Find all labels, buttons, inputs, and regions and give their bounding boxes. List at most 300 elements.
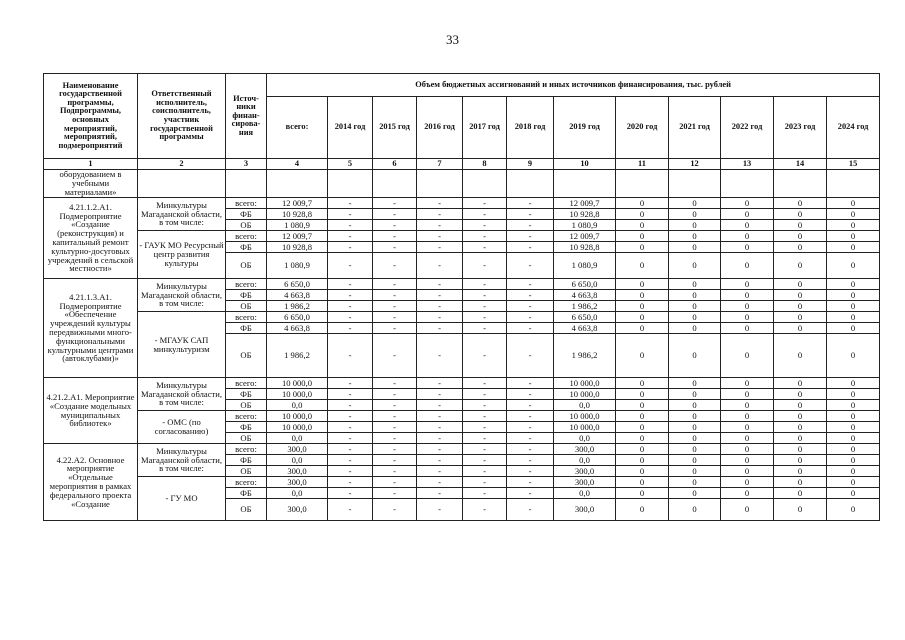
header-year: 2020 год	[616, 97, 669, 159]
year-value-cell: 0	[827, 198, 880, 209]
year-value-cell: 0	[721, 209, 774, 220]
table-row	[44, 411, 880, 422]
executor-cell: - МГАУК САП минкультуризм	[138, 312, 226, 378]
source-cell: всего:	[226, 198, 267, 209]
year-value-cell: -	[328, 290, 373, 301]
budget-table	[43, 73, 880, 521]
source-cell: ОБ	[226, 220, 267, 231]
year-value-cell: 0	[774, 209, 827, 220]
year-value-cell: -	[373, 378, 417, 389]
year-value-cell: 0	[616, 279, 669, 290]
year-value-cell: 0	[721, 242, 774, 253]
column-number: 10	[554, 159, 616, 170]
year-value-cell: -	[328, 477, 373, 488]
year-value-cell: -	[463, 499, 507, 521]
year-value-cell: 0	[669, 466, 721, 477]
header-program-name: Наименование государственной программы, Подпрограммы, основных мероприятий, мероприятий, подмероприятий	[44, 74, 138, 159]
year-value-cell: 0	[669, 242, 721, 253]
year-value-cell: -	[507, 444, 554, 455]
source-cell: всего:	[226, 231, 267, 242]
year-value-cell: -	[373, 477, 417, 488]
year-value-cell: 1 986,2	[554, 301, 616, 312]
year-value-cell: 0	[669, 378, 721, 389]
year-value-cell: 0	[669, 334, 721, 378]
year-value-cell: -	[463, 198, 507, 209]
year-value-cell: -	[373, 433, 417, 444]
year-value-cell: 0	[774, 334, 827, 378]
year-value-cell: 0	[669, 253, 721, 279]
source-cell: ОБ	[226, 301, 267, 312]
year-value-cell: 0	[827, 279, 880, 290]
year-value-cell: -	[463, 455, 507, 466]
year-value-cell: 10 000,0	[554, 422, 616, 433]
executor-cell: - ГУ МО	[138, 477, 226, 521]
year-value-cell: 300,0	[554, 477, 616, 488]
page-number: 33	[446, 32, 459, 47]
source-cell: ФБ	[226, 455, 267, 466]
year-value-cell: -	[417, 301, 463, 312]
column-number: 11	[616, 159, 669, 170]
year-value-cell: 0	[774, 433, 827, 444]
year-value-cell: -	[417, 433, 463, 444]
column-number: 6	[373, 159, 417, 170]
year-value-cell: -	[417, 209, 463, 220]
year-value-cell: -	[417, 378, 463, 389]
year-value-cell: 0,0	[554, 488, 616, 499]
year-value-cell: -	[373, 279, 417, 290]
year-value-cell: -	[328, 312, 373, 323]
year-value-cell: 10 928,8	[554, 209, 616, 220]
year-value-cell: 300,0	[554, 444, 616, 455]
year-value-cell: 0	[669, 455, 721, 466]
table-row	[44, 231, 880, 242]
year-value-cell: 0	[721, 290, 774, 301]
year-value-cell: 0	[669, 422, 721, 433]
year-value-cell: -	[463, 378, 507, 389]
year-value-cell: 0	[774, 198, 827, 209]
year-value-cell: 0	[721, 334, 774, 378]
year-value-cell: -	[373, 253, 417, 279]
year-value-cell: -	[328, 400, 373, 411]
year-value-cell: -	[507, 290, 554, 301]
total-cell: 300,0	[267, 499, 328, 521]
header-source: Источ-ники финан-сирова-ния	[226, 74, 267, 159]
program-name-cell: 4.21.2.А1. Мероприятие «Создание модельных муниципальных библиотек»	[44, 378, 138, 444]
header-funding-group: Объем бюджетных ассигнований и иных источников финансирования, тыс. рублей	[267, 74, 880, 97]
year-value-cell: -	[463, 323, 507, 334]
year-value-cell: 12 009,7	[554, 231, 616, 242]
total-cell: 300,0	[267, 477, 328, 488]
source-cell: ФБ	[226, 422, 267, 433]
year-value-cell: 0	[721, 231, 774, 242]
year-value-cell: -	[507, 477, 554, 488]
year-value-cell: 0	[721, 301, 774, 312]
year-value-cell: 0	[721, 466, 774, 477]
year-value-cell: -	[417, 499, 463, 521]
year-value-cell: 0	[616, 422, 669, 433]
year-value-cell: 0	[827, 242, 880, 253]
year-value-cell: 0	[774, 231, 827, 242]
year-value-cell: -	[417, 444, 463, 455]
year-value-cell: -	[507, 378, 554, 389]
year-value-cell: -	[373, 400, 417, 411]
total-cell: 10 000,0	[267, 378, 328, 389]
year-value-cell: 0	[827, 290, 880, 301]
year-value-cell: -	[328, 411, 373, 422]
program-name-cell: 4.21.1.3.А1. Подмероприятие «Обеспечение учреждений культуры передвижными много-функциональными культурными центрами (автоклубами)»	[44, 279, 138, 378]
year-value-cell: 0	[774, 378, 827, 389]
total-cell: 0,0	[267, 400, 328, 411]
year-value-cell: 0	[616, 209, 669, 220]
year-value-cell: 0	[616, 499, 669, 521]
year-value-cell: -	[507, 242, 554, 253]
year-value-cell: 0	[774, 455, 827, 466]
year-value-cell: -	[328, 323, 373, 334]
year-value-cell: -	[417, 279, 463, 290]
year-value-cell: 0	[827, 220, 880, 231]
year-value-cell: 0	[616, 242, 669, 253]
column-number: 12	[669, 159, 721, 170]
year-value-cell: 0	[616, 334, 669, 378]
total-cell: 0,0	[267, 455, 328, 466]
total-cell: 12 009,7	[267, 198, 328, 209]
year-value-cell: -	[373, 301, 417, 312]
year-value-cell: 0	[721, 389, 774, 400]
header-year: 2018 год	[507, 97, 554, 159]
year-value-cell: 0	[774, 253, 827, 279]
year-value-cell: -	[417, 242, 463, 253]
year-value-cell: 0	[827, 209, 880, 220]
year-value-cell: -	[373, 290, 417, 301]
year-value-cell: 10 000,0	[554, 389, 616, 400]
column-number: 2	[138, 159, 226, 170]
year-value-cell: -	[463, 400, 507, 411]
year-value-cell: -	[373, 209, 417, 220]
year-value-cell: 0	[616, 312, 669, 323]
year-value-cell: 0,0	[554, 455, 616, 466]
executor-cell: Минкультуры Магаданской области, в том числе:	[138, 198, 226, 231]
year-value-cell: -	[417, 389, 463, 400]
year-value-cell: 0	[827, 466, 880, 477]
year-value-cell: 10 928,8	[554, 242, 616, 253]
year-value-cell: -	[328, 220, 373, 231]
year-value-cell: 0	[721, 477, 774, 488]
source-cell: всего:	[226, 312, 267, 323]
year-value-cell: -	[417, 455, 463, 466]
total-cell: 300,0	[267, 466, 328, 477]
year-value-cell: 0	[616, 477, 669, 488]
table-row	[44, 198, 880, 209]
source-cell: ОБ	[226, 433, 267, 444]
year-value-cell: 1 080,9	[554, 220, 616, 231]
year-value-cell: 0	[721, 422, 774, 433]
year-value-cell: -	[373, 220, 417, 231]
table-row	[44, 279, 880, 290]
total-cell: 6 650,0	[267, 312, 328, 323]
table-row	[44, 378, 880, 389]
year-value-cell: 0,0	[554, 400, 616, 411]
year-value-cell: -	[417, 488, 463, 499]
year-value-cell: -	[463, 279, 507, 290]
year-value-cell: 0	[616, 389, 669, 400]
year-value-cell: 0	[774, 422, 827, 433]
executor-cell: - ГАУК МО Ресурсный центр развития культуры	[138, 231, 226, 279]
column-number: 13	[721, 159, 774, 170]
year-value-cell: 300,0	[554, 499, 616, 521]
year-value-cell: -	[328, 334, 373, 378]
year-value-cell: -	[417, 231, 463, 242]
year-value-cell: -	[417, 253, 463, 279]
year-value-cell: 0,0	[554, 433, 616, 444]
continuation-cell: оборудованием в учебными материалами»	[44, 170, 138, 198]
year-value-cell: 0	[721, 253, 774, 279]
year-value-cell: 0	[827, 444, 880, 455]
year-value-cell: 0	[721, 312, 774, 323]
year-value-cell: 6 650,0	[554, 279, 616, 290]
column-number: 14	[774, 159, 827, 170]
year-value-cell: -	[507, 411, 554, 422]
year-value-cell: -	[507, 466, 554, 477]
year-value-cell: -	[328, 279, 373, 290]
source-cell: всего:	[226, 279, 267, 290]
program-name-cell: 4.22.А2. Основное мероприятие «Отдельные мероприятия в рамках федерального проекта «Создание	[44, 444, 138, 521]
source-cell: всего:	[226, 444, 267, 455]
total-cell: 300,0	[267, 444, 328, 455]
total-cell: 0,0	[267, 488, 328, 499]
year-value-cell: 0	[774, 499, 827, 521]
year-value-cell: 0	[616, 323, 669, 334]
year-value-cell: 0	[827, 477, 880, 488]
total-cell: 1 986,2	[267, 301, 328, 312]
header-total: всего:	[267, 97, 328, 159]
year-value-cell: -	[507, 455, 554, 466]
year-value-cell: -	[328, 242, 373, 253]
year-value-cell: 0	[616, 455, 669, 466]
year-value-cell: -	[417, 323, 463, 334]
year-value-cell: 0	[616, 444, 669, 455]
source-cell: ОБ	[226, 466, 267, 477]
year-value-cell: 0	[721, 411, 774, 422]
year-value-cell: 0	[774, 444, 827, 455]
year-value-cell: -	[507, 323, 554, 334]
header-year: 2014 год	[328, 97, 373, 159]
year-value-cell: -	[417, 400, 463, 411]
year-value-cell: 0	[616, 378, 669, 389]
year-value-cell: 0	[774, 466, 827, 477]
year-value-cell: 0	[774, 400, 827, 411]
year-value-cell: -	[373, 312, 417, 323]
year-value-cell: 0	[616, 400, 669, 411]
total-cell: 1 080,9	[267, 253, 328, 279]
year-value-cell: 0	[669, 279, 721, 290]
executor-cell: - ОМС (по согласованию)	[138, 411, 226, 444]
year-value-cell: 0	[616, 290, 669, 301]
year-value-cell: 0	[827, 499, 880, 521]
year-value-cell: 0	[616, 466, 669, 477]
source-cell: всего:	[226, 378, 267, 389]
total-cell: 0,0	[267, 433, 328, 444]
year-value-cell: 0	[827, 422, 880, 433]
total-cell: 4 663,8	[267, 290, 328, 301]
year-value-cell: 0	[774, 411, 827, 422]
column-number: 8	[463, 159, 507, 170]
year-value-cell: -	[507, 334, 554, 378]
year-value-cell: -	[463, 422, 507, 433]
year-value-cell: -	[507, 301, 554, 312]
year-value-cell: 0	[827, 488, 880, 499]
year-value-cell: -	[328, 253, 373, 279]
year-value-cell: 0	[669, 231, 721, 242]
year-value-cell: -	[507, 209, 554, 220]
year-value-cell: -	[328, 301, 373, 312]
year-value-cell: 4 663,8	[554, 323, 616, 334]
header-year: 2021 год	[669, 97, 721, 159]
source-cell: ФБ	[226, 290, 267, 301]
year-value-cell: 0	[721, 444, 774, 455]
year-value-cell: 0	[669, 411, 721, 422]
year-value-cell: 0	[721, 400, 774, 411]
year-value-cell: -	[417, 334, 463, 378]
column-number: 3	[226, 159, 267, 170]
year-value-cell: -	[507, 312, 554, 323]
year-value-cell: 0	[669, 499, 721, 521]
column-number: 1	[44, 159, 138, 170]
year-value-cell: 1 986,2	[554, 334, 616, 378]
column-number: 9	[507, 159, 554, 170]
year-value-cell: -	[463, 334, 507, 378]
executor-cell: Минкультуры Магаданской области, в том числе:	[138, 378, 226, 411]
year-value-cell: 0	[669, 301, 721, 312]
table-row	[44, 312, 880, 323]
year-value-cell: 0	[827, 455, 880, 466]
source-cell: ФБ	[226, 242, 267, 253]
year-value-cell: -	[328, 231, 373, 242]
year-value-cell: -	[373, 231, 417, 242]
year-value-cell: -	[463, 209, 507, 220]
year-value-cell: 0	[616, 433, 669, 444]
year-value-cell: 10 000,0	[554, 411, 616, 422]
year-value-cell: 0	[774, 220, 827, 231]
year-value-cell: 0	[721, 499, 774, 521]
year-value-cell: -	[463, 290, 507, 301]
year-value-cell: 0	[774, 389, 827, 400]
year-value-cell: -	[373, 242, 417, 253]
column-number: 7	[417, 159, 463, 170]
year-value-cell: -	[507, 400, 554, 411]
year-value-cell: 0	[774, 242, 827, 253]
total-cell: 12 009,7	[267, 231, 328, 242]
total-cell: 1 080,9	[267, 220, 328, 231]
year-value-cell: -	[507, 422, 554, 433]
year-value-cell: -	[463, 389, 507, 400]
year-value-cell: 0	[669, 389, 721, 400]
year-value-cell: -	[507, 253, 554, 279]
year-value-cell: -	[507, 433, 554, 444]
year-value-cell: 0	[721, 220, 774, 231]
year-value-cell: 0	[827, 411, 880, 422]
total-cell: 1 986,2	[267, 334, 328, 378]
year-value-cell: 0	[616, 220, 669, 231]
year-value-cell: -	[373, 389, 417, 400]
year-value-cell: 0	[827, 301, 880, 312]
header-year: 2023 год	[774, 97, 827, 159]
total-cell: 10 000,0	[267, 422, 328, 433]
year-value-cell: -	[417, 312, 463, 323]
year-value-cell: -	[463, 411, 507, 422]
year-value-cell: 0	[616, 488, 669, 499]
year-value-cell: -	[463, 242, 507, 253]
year-value-cell: -	[373, 488, 417, 499]
continuation-row	[44, 170, 880, 198]
table-body	[44, 170, 880, 521]
year-value-cell: 0	[721, 433, 774, 444]
year-value-cell: 0	[774, 301, 827, 312]
year-value-cell: -	[417, 290, 463, 301]
year-value-cell: -	[373, 334, 417, 378]
year-value-cell: -	[328, 433, 373, 444]
year-value-cell: 0	[616, 253, 669, 279]
source-cell: ФБ	[226, 323, 267, 334]
year-value-cell: -	[463, 231, 507, 242]
year-value-cell: -	[463, 444, 507, 455]
year-value-cell: 0	[827, 312, 880, 323]
year-value-cell: 0	[827, 400, 880, 411]
year-value-cell: 0	[669, 323, 721, 334]
year-value-cell: -	[328, 488, 373, 499]
year-value-cell: 0	[616, 301, 669, 312]
year-value-cell: 0	[669, 433, 721, 444]
year-value-cell: 0	[827, 389, 880, 400]
year-value-cell: -	[373, 466, 417, 477]
year-value-cell: -	[328, 389, 373, 400]
header-year: 2024 год	[827, 97, 880, 159]
total-cell: 10 000,0	[267, 389, 328, 400]
year-value-cell: 0	[669, 312, 721, 323]
year-value-cell: -	[373, 422, 417, 433]
table-row	[44, 477, 880, 488]
year-value-cell: 12 009,7	[554, 198, 616, 209]
header-year: 2022 год	[721, 97, 774, 159]
year-value-cell: -	[328, 455, 373, 466]
year-value-cell: 0	[669, 444, 721, 455]
year-value-cell: -	[463, 312, 507, 323]
year-value-cell: -	[463, 253, 507, 279]
year-value-cell: 0	[721, 198, 774, 209]
year-value-cell: 0	[721, 279, 774, 290]
header-year: 2015 год	[373, 97, 417, 159]
column-number: 4	[267, 159, 328, 170]
year-value-cell: -	[328, 422, 373, 433]
source-cell: ФБ	[226, 209, 267, 220]
year-value-cell: 4 663,8	[554, 290, 616, 301]
year-value-cell: -	[417, 466, 463, 477]
executor-cell: Минкультуры Магаданской области, в том числе:	[138, 444, 226, 477]
program-name-cell: 4.21.1.2.А1. Подмероприятие «Создание (реконструкция) и капитальный ремонт культурно-досуговых учреждений в сельской местности»	[44, 198, 138, 279]
year-value-cell: 10 000,0	[554, 378, 616, 389]
source-cell: ОБ	[226, 499, 267, 521]
year-value-cell: 0	[827, 378, 880, 389]
year-value-cell: 0	[774, 323, 827, 334]
total-cell: 10 928,8	[267, 209, 328, 220]
year-value-cell: 0	[827, 433, 880, 444]
year-value-cell: -	[463, 477, 507, 488]
year-value-cell: 0	[669, 198, 721, 209]
source-cell: ОБ	[226, 253, 267, 279]
source-cell: ФБ	[226, 389, 267, 400]
header-year: 2017 год	[463, 97, 507, 159]
year-value-cell: 0	[669, 477, 721, 488]
year-value-cell: 0	[669, 220, 721, 231]
